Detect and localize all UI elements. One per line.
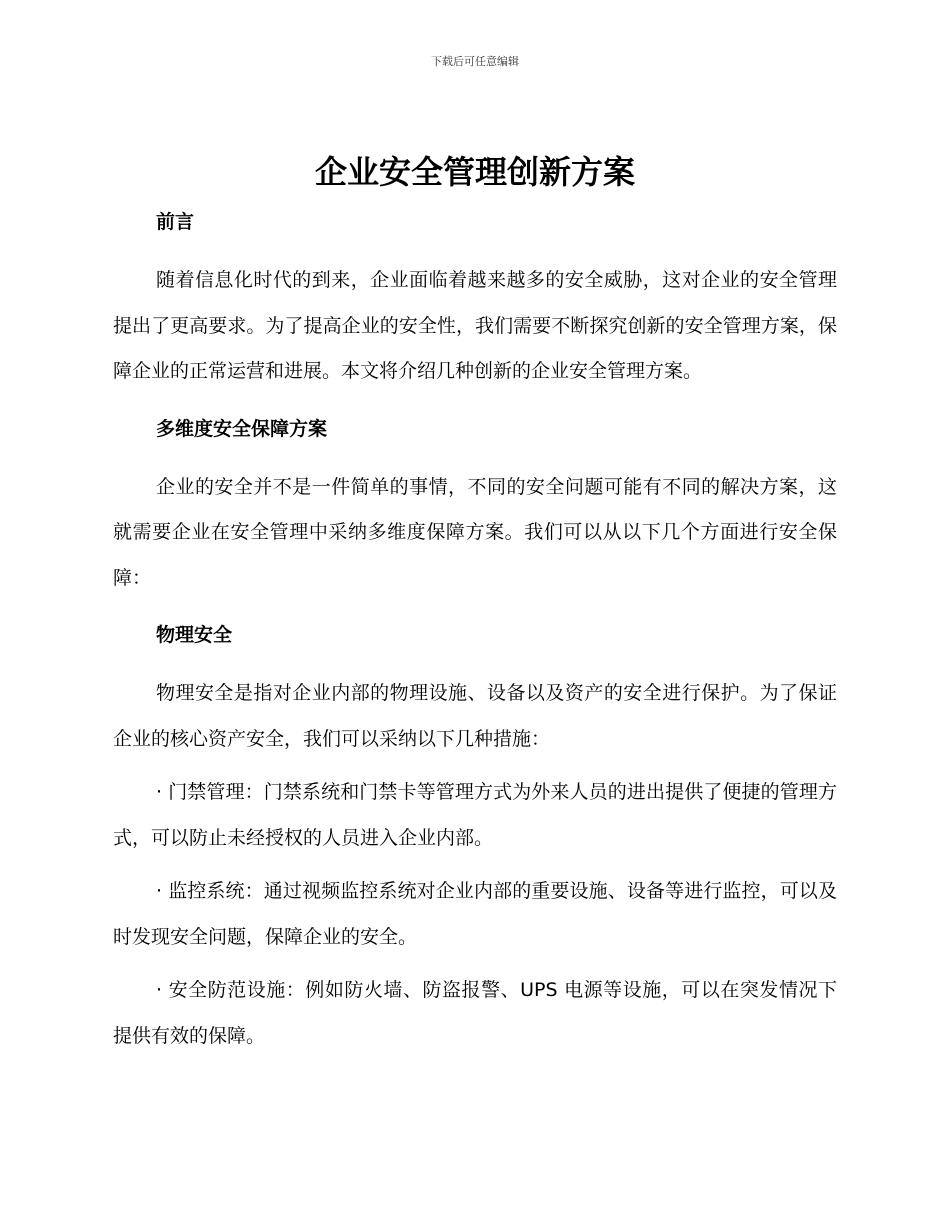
multi-dimension-heading: 多维度安全保障方案 <box>156 417 328 440</box>
preface-heading: 前言 <box>156 211 195 233</box>
physical-security-paragraph: 物理安全是指对企业内部的物理设施、设备以及资产的安全进行保护。为了保证企业的核心资产安全，我们可以采纳以下几种措施： <box>113 682 837 750</box>
bullet-monitoring-system: · 监控系统：通过视频监控系统对企业内部的重要设施、设备等进行监控，可以及时发现安全问题，保障企业的安全。 <box>113 880 837 948</box>
page-header-note: 下载后可任意编辑 <box>431 55 519 68</box>
bullet-access-control: · 门禁管理：门禁系统和门禁卡等管理方式为外来人员的进出提供了便捷的管理方式，可以防止未经授权的人员进入企业内部。 <box>113 781 837 849</box>
bullet-security-facilities: · 安全防范设施：例如防火墙、防盗报警、UPS 电源等设施，可以在突发情况下提供有效的保障。 <box>113 979 837 1047</box>
multi-dimension-paragraph: 企业的安全并不是一件简单的事情，不同的安全问题可能有不同的解决方案，这就需要企业在安全管理中采纳多维度保障方案。我们可以从以下几个方面进行安全保障： <box>113 475 837 589</box>
document-title: 企业安全管理创新方案 <box>314 153 635 191</box>
physical-security-heading: 物理安全 <box>156 624 233 646</box>
preface-paragraph: 随着信息化时代的到来，企业面临着越来越多的安全威胁，这对企业的安全管理提出了更高要求。为了提高企业的安全性，我们需要不断探究创新的安全管理方案，保障企业的正常运营和进展。本文将介绍几种创新的企业安全管理方案。 <box>113 269 837 382</box>
document-body <box>113 200 837 1059</box>
